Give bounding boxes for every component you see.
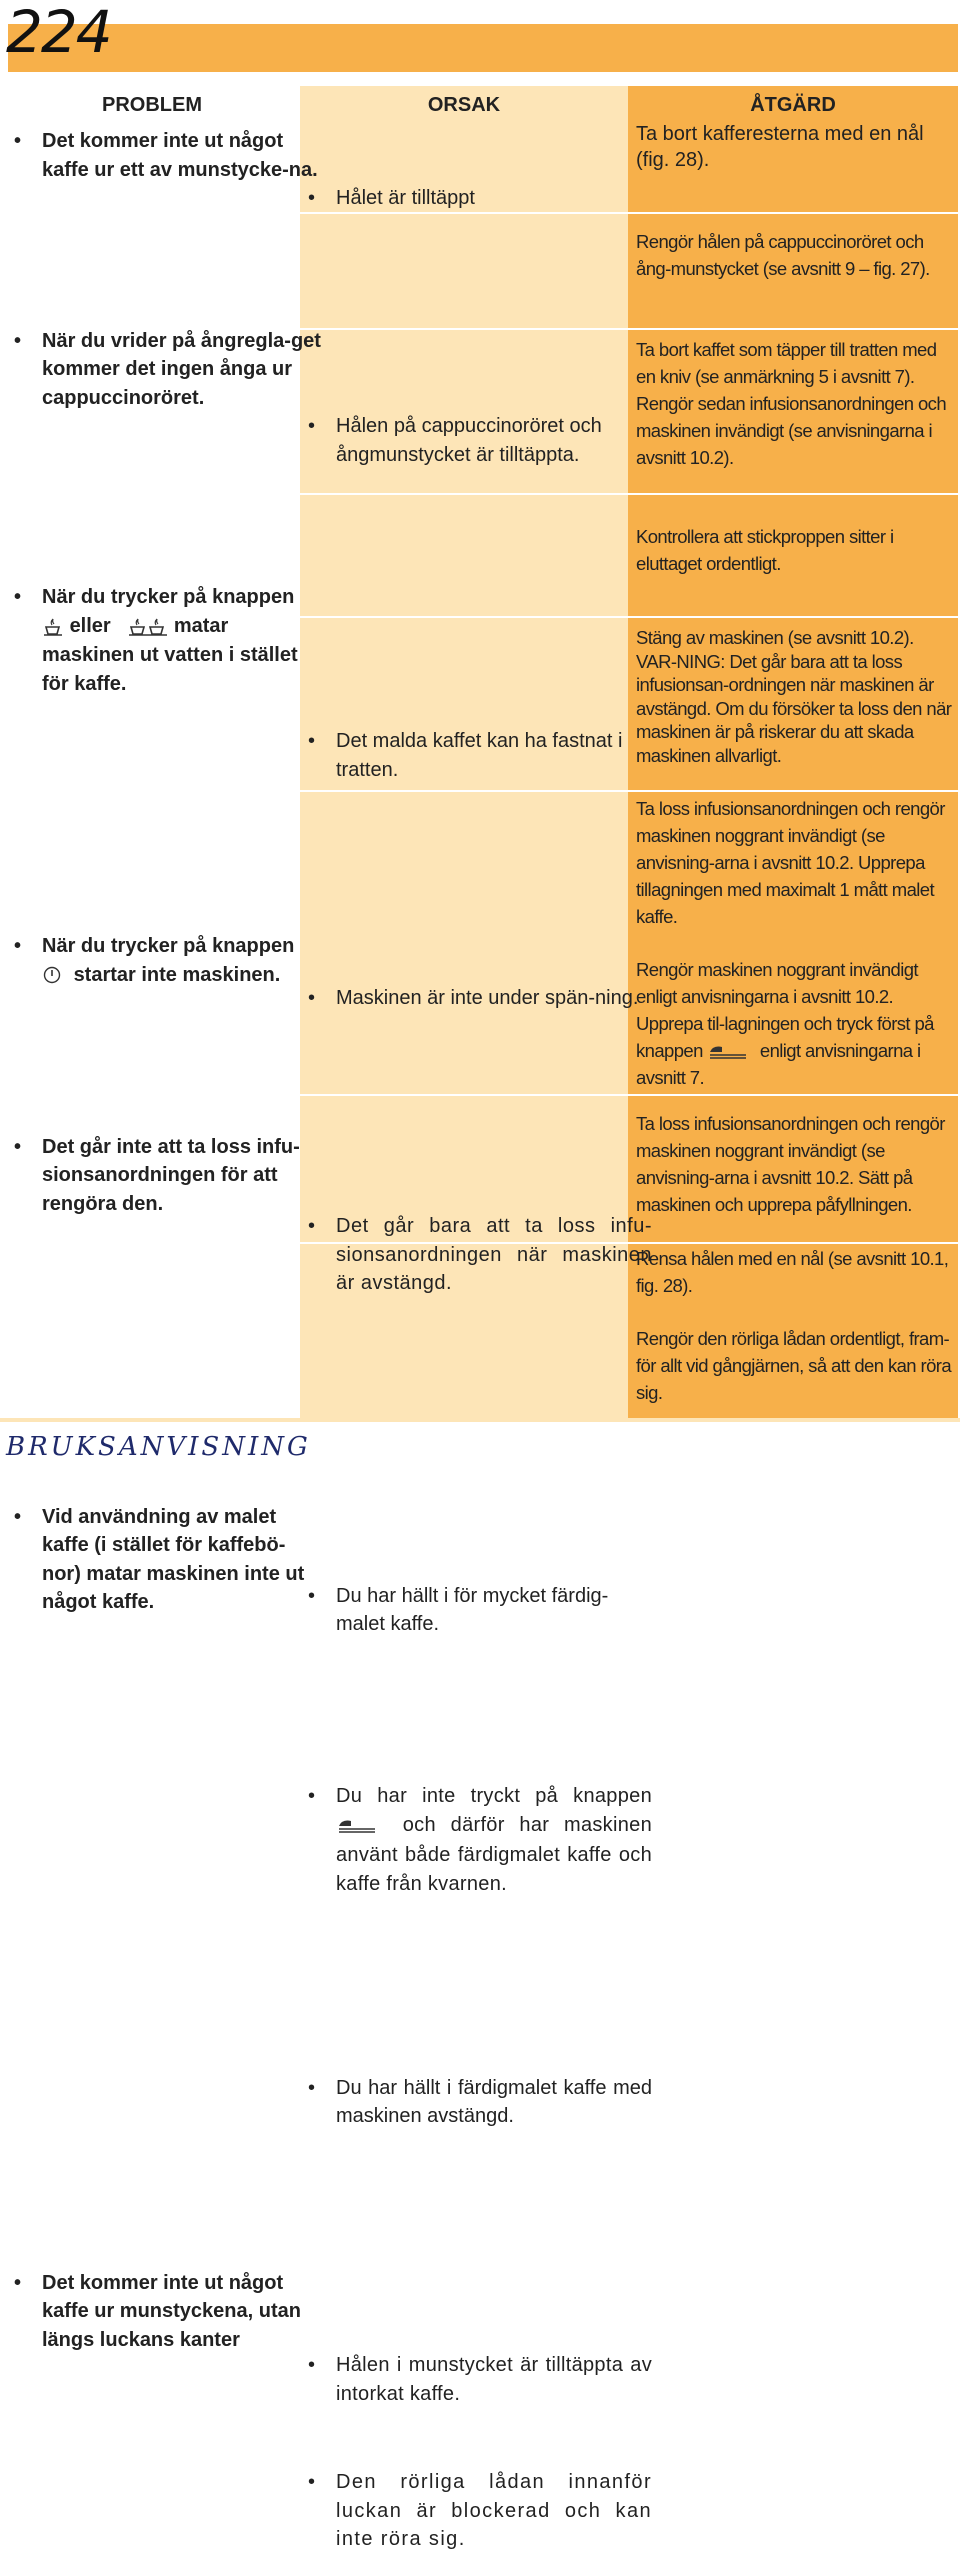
remedy-text [636, 956, 954, 1091]
row-divider [300, 493, 958, 495]
cause-text: • Det går bara att ta loss infu-sionsanordningen när maskinen är avstängd. [308, 1212, 652, 1298]
remedy-text: Rensa hålen med en nål (se avsnitt 10.1, fig. 28). [636, 1248, 949, 1296]
coffee-cup-icon [42, 616, 64, 638]
problem-text [14, 932, 324, 989]
cause-text [308, 1782, 652, 1900]
cause-text: • Du har hällt i färdigmalet kaffe med maskinen avstängd. [308, 2074, 652, 2131]
remedy-text: Kontrollera att stickproppen sitter i eluttaget ordentligt. [636, 526, 894, 574]
remedy-text: Stäng av maskinen (se avsnitt 10.2). VAR-NING: Det går bara att ta loss infusionsan-ordningen när maskinen är avstängd. Om du försöker ta loss den när maskinen är på riskerar du att skada maskinen allvarligt. [636, 627, 952, 766]
problem-text: • Vid användning av malet kaffe (i stället för kaffebö-nor) matar maskinen inte ut något kaffe. [14, 1503, 324, 1617]
cause-text: • Det malda kaffet kan ha fastnat i tratten. [308, 727, 652, 784]
footer-band [0, 1418, 960, 1422]
problem-text-part: eller [69, 615, 111, 637]
row-divider [300, 1094, 958, 1096]
row-divider [300, 616, 958, 618]
cause-text: • Hålet är tilltäppt [308, 184, 652, 213]
remedy-text: Ta bort kafferesterna med en nål (fig. 28). [636, 123, 924, 171]
cause-text: • Hålen i munstycket är tilltäppta av intorkat kaffe. [308, 2351, 652, 2408]
problem-text: • Det kommer inte ut något kaffe ur ett av munstycke-na. [14, 127, 324, 184]
problem-text-part: När du trycker på knappen [42, 935, 295, 957]
header-band [8, 24, 958, 72]
cause-text: • Du har hällt i för mycket färdig-malet kaffe. [308, 1582, 652, 1639]
two-cups-icon [128, 616, 168, 638]
problem-text-part: startar inte maskinen. [73, 963, 281, 986]
header-problem: PROBLEM [102, 94, 202, 116]
measuring-scoop-icon [707, 1042, 747, 1062]
cause-text-part: Du har inte tryckt på knappen [336, 1784, 652, 1807]
page-number: 224 [6, 0, 111, 66]
remedy-text: Ta loss infusionsanordningen och rengör maskinen noggrant invändigt (se anvisning-arna i avsnitt 10.2. Sätt på maskinen och upprepa påfyllningen. [636, 1113, 945, 1215]
row-divider [300, 328, 958, 330]
problem-text-part: När du trycker på knappen [42, 586, 295, 608]
footer-brand: BRUKSANVISNING [6, 1432, 311, 1462]
header-atgard: ÅTGÄRD [750, 94, 836, 116]
remedy-text-part: Rengör maskinen noggrant invändigt enligt anvisningarna i avsnitt 10.2. Upprepa til-lagningen och tryck först på knappen [636, 959, 934, 1061]
cause-text: • Hålen på cappuccinoröret och ångmunstycket är tilltäppta. [308, 412, 652, 469]
problem-text: • Det kommer inte ut något kaffe ur munstyckena, utan längs luckans kanter [14, 2269, 324, 2355]
header-orsak: ORSAK [427, 94, 501, 116]
power-icon [42, 965, 62, 985]
remedy-text: Rengör den rörliga lådan ordentligt, fram-för allt vid gångjärnen, så att den kan röra sig. [636, 1328, 952, 1403]
row-divider [300, 790, 958, 792]
remedy-text-part: enligt anvisningarna i avsnitt 7. [636, 1040, 921, 1088]
problem-text: • När du vrider på ångregla-get kommer det ingen ånga ur cappuccinoröret. [14, 327, 324, 413]
measuring-scoop-icon [336, 1816, 376, 1836]
remedy-text: Ta bort kaffet som täpper till tratten med en kniv (se anmärkning 5 i avsnitt 7). Rengör sedan infusionsanordningen och maskinen invändigt (se anvisningarna i avsnitt 10.2). [636, 339, 947, 468]
problem-text: • Det går inte att ta loss infu-sionsanordningen för att rengöra den. [14, 1133, 324, 1219]
cause-text: • Maskinen är inte under spän-ning. [308, 984, 652, 1013]
cause-text: • Den rörliga lådan innanför luckan är blockerad och kan inte röra sig. [308, 2468, 652, 2554]
problem-text-part: matar maskinen ut vatten i stället för kaffe. [42, 615, 298, 695]
remedy-text: Ta loss infusionsanordningen och rengör maskinen noggrant invändigt (se anvisning-arna i avsnitt 10.2. Upprepa tillagningen med maximalt 1 mått malet kaffe. [636, 798, 945, 927]
cause-text-part: och därför har maskinen använt både färdigmalet kaffe och kaffe från kvarnen. [336, 1814, 652, 1895]
remedy-text: Rengör hålen på cappuccinoröret och ång-munstycket (se avsnitt 9 – fig. 27). [636, 231, 930, 279]
problem-text [14, 583, 324, 699]
